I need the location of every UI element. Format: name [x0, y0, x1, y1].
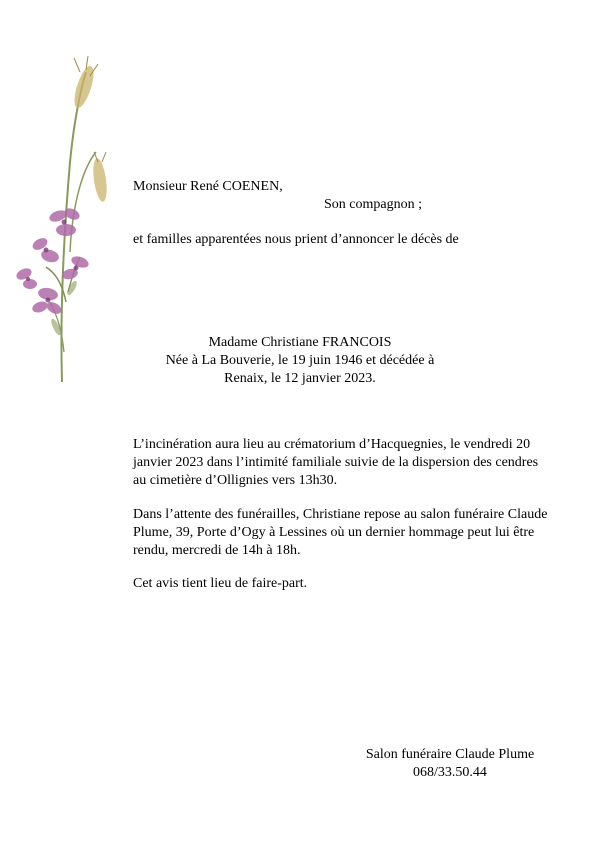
deceased-name: Madame Christiane FRANCOIS	[208, 335, 392, 350]
paragraph-line: Cet avis tient lieu de faire-part.	[133, 576, 308, 591]
paragraph-line: L’incinération aura lieu au crématorium d’Hacquegnies, le vendredi 20	[133, 437, 531, 452]
closing-paragraph	[133, 575, 583, 593]
signature-block	[355, 746, 545, 782]
announcer-relation: Son compagnon ;	[324, 197, 422, 212]
funeral-home-name: Salon funéraire Claude Plume	[365, 747, 535, 762]
paragraph-line: rendu, mercredi de 14h à 18h.	[133, 543, 301, 558]
deceased-died-line: Renaix, le 12 janvier 2023.	[224, 371, 376, 386]
paragraph-line: Dans l’attente des funérailles, Christiane repose au salon funéraire Claude	[133, 507, 548, 522]
visitation-paragraph	[133, 506, 583, 560]
intro-text: et familles apparentées nous prient d’annoncer le décès de	[133, 232, 459, 247]
ceremony-paragraph	[133, 436, 583, 490]
deceased-born-line: Née à La Bouverie, le 19 juin 1946 et décédée à	[165, 353, 435, 368]
wildflower-illustration-icon	[10, 52, 120, 397]
paragraph-line: Plume, 39, Porte d’Ogy à Lessines où un dernier hommage peut lui être	[133, 525, 535, 540]
paragraph-line: janvier 2023 dans l’intimité familiale suivie de la dispersion des cendres	[133, 455, 539, 470]
funeral-home-phone: 068/33.50.44	[413, 765, 487, 780]
announcer-name: Monsieur René COENEN,	[133, 179, 283, 194]
paragraph-line: au cimetière d’Ollignies vers 13h30.	[133, 473, 338, 488]
deceased-block	[150, 334, 450, 388]
